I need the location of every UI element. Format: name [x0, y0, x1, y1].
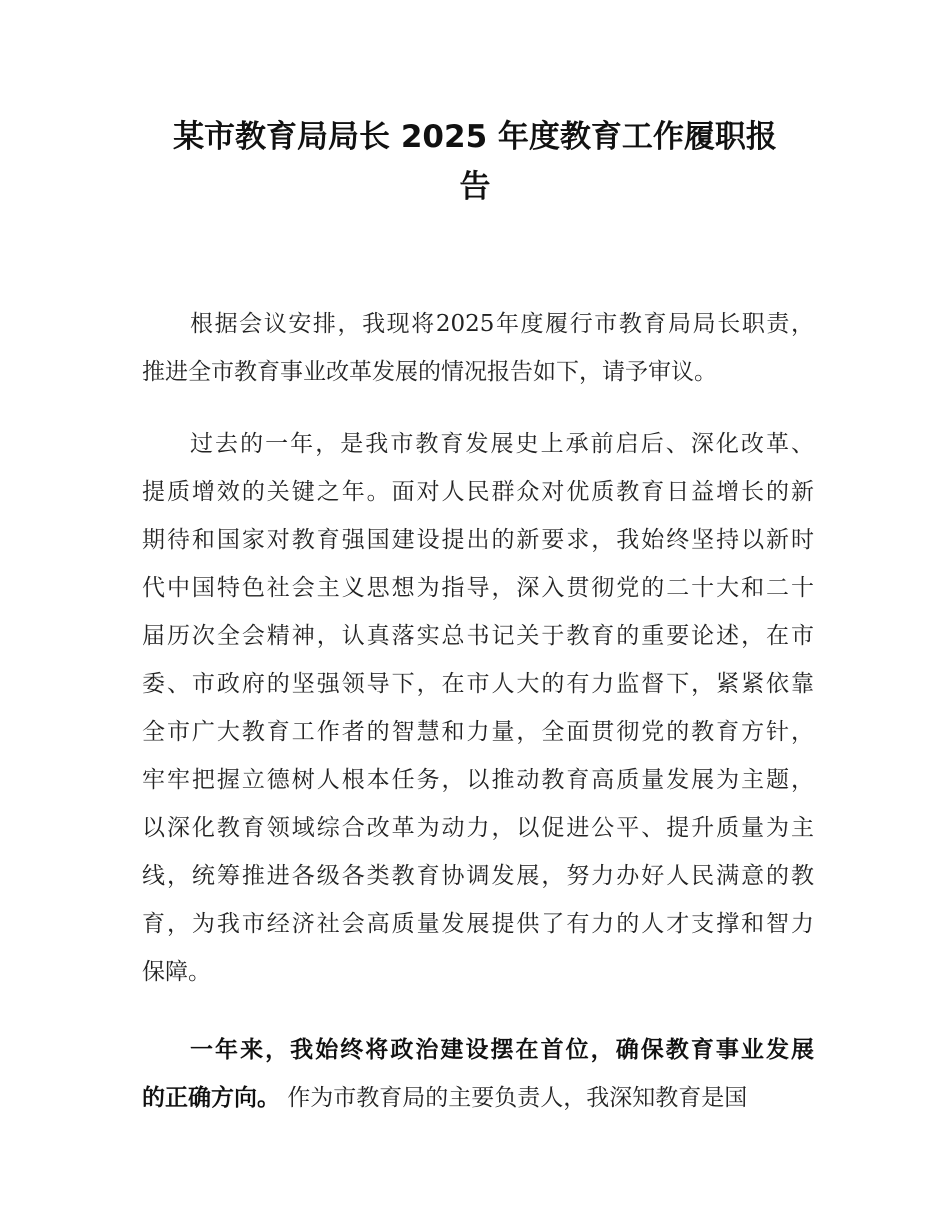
paragraph-line: 过去的一年，是我市教育发展史上承前启后、深化改革、: [190, 431, 814, 457]
paragraph-line: 委、市政府的坚强领导下，在市人大的有力监督下，紧紧依靠: [142, 671, 814, 697]
paragraph-overview: [142, 420, 814, 996]
document-title: [140, 112, 810, 212]
paragraph-line: 牢牢把握立德树人根本任务，以推动教育高质量发展为主题，: [142, 767, 814, 793]
paragraph-text: 作为市教育局的主要负责人，我深知教育是国: [280, 1085, 748, 1111]
title-line-2: 告: [459, 169, 491, 205]
paragraph-line: 根据会议安排，我现将2025年度履行市教育局局长职责，: [190, 311, 814, 337]
paragraph-line: 提质增效的关键之年。面对人民群众对优质教育日益增长的新: [142, 479, 814, 505]
paragraph-line: 代中国特色社会主义思想为指导，深入贯彻党的二十大和二十: [142, 575, 814, 601]
paragraph-political-building: [142, 1026, 814, 1122]
paragraph-line: 全市广大教育工作者的智慧和力量，全面贯彻党的教育方针，: [142, 719, 814, 745]
paragraph-intro: [142, 300, 814, 396]
paragraph-line: 保障。: [142, 959, 211, 985]
paragraph-line: 推进全市教育事业改革发展的情况报告如下，请予审议。: [142, 359, 717, 385]
paragraph-line: 以深化教育领域综合改革为动力，以促进公平、提升质量为主: [142, 815, 814, 841]
paragraph-line: [142, 1074, 814, 1122]
paragraph-line: 期待和国家对教育强国建设提出的新要求，我始终坚持以新时: [142, 527, 814, 553]
paragraph-line: 育，为我市经济社会高质量发展提供了有力的人才支撑和智力: [142, 911, 814, 937]
paragraph-line: 届历次全会精神，认真落实总书记关于教育的重要论述，在市: [142, 623, 814, 649]
paragraph-line: 线，统筹推进各级各类教育协调发展，努力办好人民满意的教: [142, 863, 814, 889]
bold-heading-text: 的正确方向。: [142, 1085, 280, 1111]
bold-heading-line: 一年来，我始终将政治建设摆在首位，确保教育事业发展: [190, 1037, 814, 1063]
title-line-1: 某市教育局局长 2025 年度教育工作履职报: [173, 119, 777, 155]
